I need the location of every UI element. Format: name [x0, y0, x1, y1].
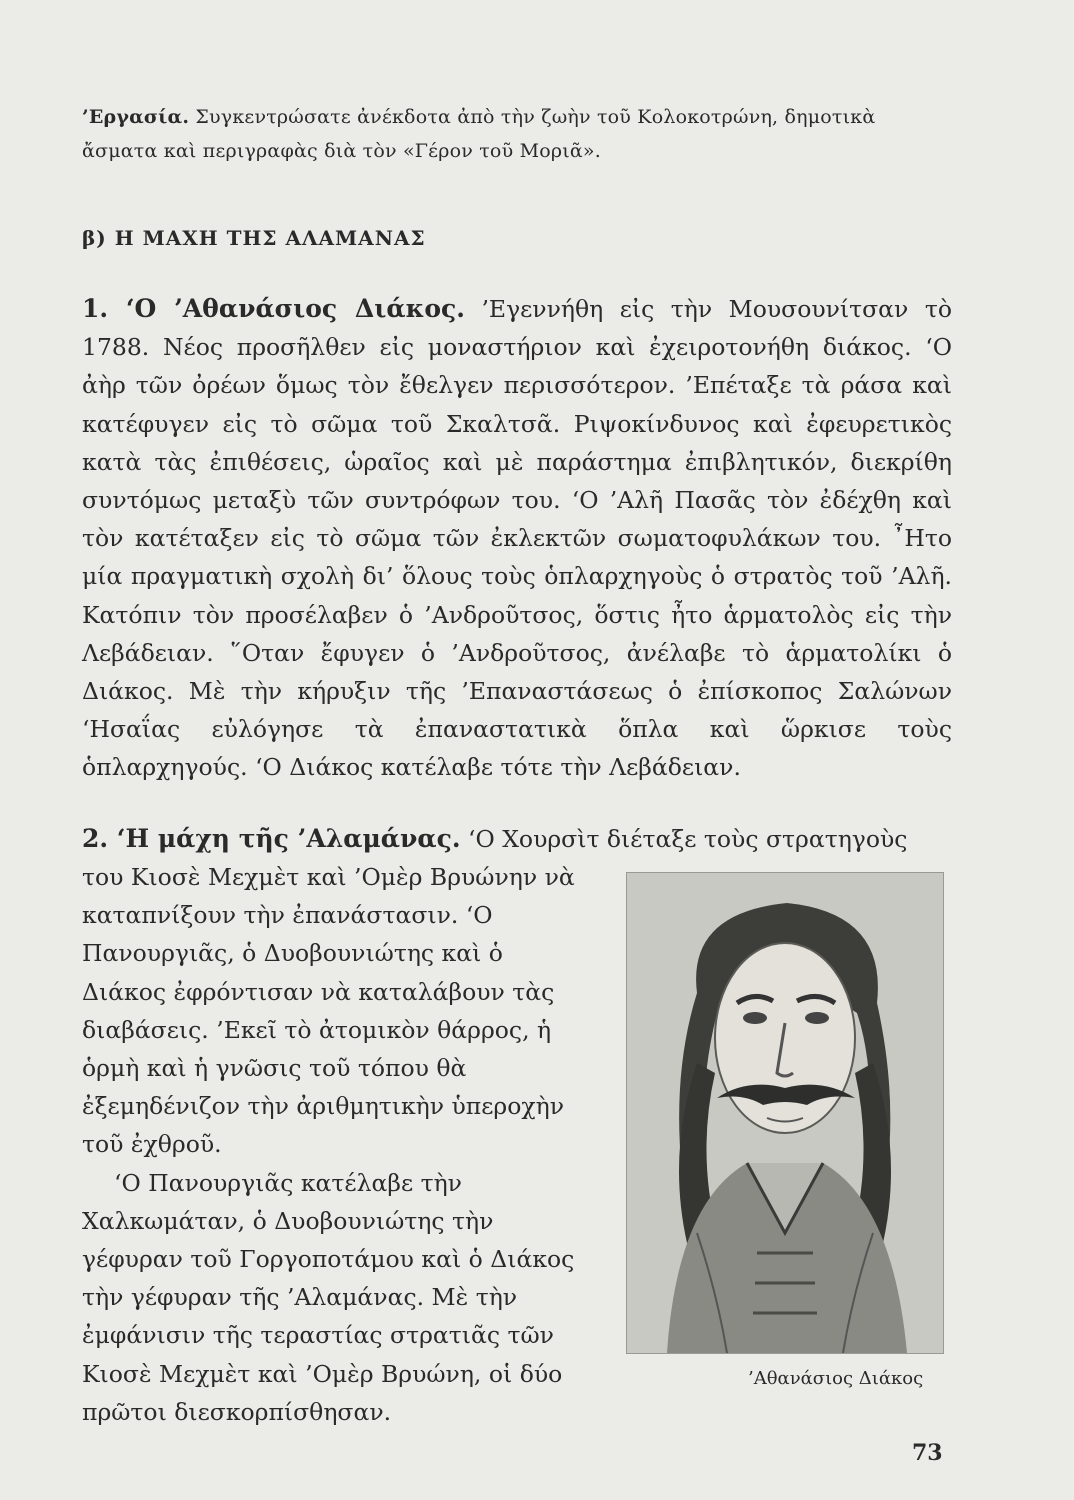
portrait-illustration — [627, 873, 943, 1353]
column-paragraph-1: του Κιοσὲ Μεχμὲτ καὶ ’Ομὲρ Βρυώνην νὰ καταπνίξουν τὴν ἐπανάστασιν. ‘Ο Πανουργιᾶς, ὁ Δυοβουνιώτης καὶ ὁ Διάκος ἐφρόντισαν νὰ καταλάβουν τὰς διαβάσεις. ’Εκεῖ τὸ ἀτομικὸν θάρρος, ἡ ὁρμὴ καὶ ἡ γνῶσις τοῦ τόπου θὰ ἐξεμηδένιζον τὴν ἀριθμητικὴν ὑπεροχὴν τοῦ ἐχθροῦ. — [82, 863, 575, 1159]
text-column — [82, 858, 592, 1431]
portrait-image — [626, 872, 944, 1354]
paragraph-heading: 1. ‘Ο ’Αθανάσιος Διάκος. — [82, 294, 465, 323]
exercise-label: ’Εργασία. — [82, 106, 190, 128]
section-title: β) Η ΜΑΧΗ ΤΗΣ ΑΛΑΜΑΝΑΣ — [82, 226, 426, 250]
column-paragraph-2: ‘Ο Πανουργιᾶς κατέλαβε τὴν Χαλκωμάταν, ὁ Δυοβουνιώτης τὴν γέφυραν τοῦ Γοργοποτάμου καὶ ὁ Διάκος τὴν γέφυραν τῆς ’Αλαμάνας. Μὲ τὴν ἐμφάνισιν τῆς τεραστίας στρατιᾶς τῶν Κιοσὲ Μεχμὲτ καὶ ’Ομὲρ Βρυώνη, οἱ δύο πρῶτοι διεσκορπίσθησαν. — [82, 1168, 575, 1426]
exercise-note — [82, 100, 952, 168]
paragraph-text: ‘Ο Χουρσὶτ διέταξε τοὺς στρατηγοὺς — [460, 825, 908, 853]
portrait-caption: ’Αθανάσιος Διάκος — [748, 1368, 924, 1389]
paragraph-athanasios-diakos — [82, 290, 952, 787]
exercise-text: Συγκεντρώσατε ἀνέκδοτα ἀπὸ τὴν ζωὴν τοῦ Κολοκοτρώνη, δημοτικὰ ἄσματα καὶ περιγραφὰς διὰ τὸν «Γέρον τοῦ Μοριᾶ». — [82, 106, 876, 162]
page-number: 73 — [912, 1440, 943, 1466]
paragraph-text: ’Εγεννήθη εἰς τὴν Μουσουνίτσαν τὸ 1788. Νέος προσῆλθεν εἰς μοναστήριον καὶ ἐχειροτονήθη διάκος. ‘Ο ἀὴρ τῶν ὀρέων ὅμως τὸν ἔθελγεν περισσότερον. ’Επέταξε τὰ ράσα καὶ κατέφυγεν εἰς τὸ σῶμα τοῦ Σκαλτσᾶ. Ριψοκίνδυνος καὶ ἐφευρετικὸς κατὰ τὰς ἐπιθέσεις, ὡραῖος καὶ μὲ παράστημα ἐπιβλητικόν, διεκρίθη συντόμως μεταξὺ τῶν συντρόφων του. ‘Ο ’Αλῆ Πασᾶς τὸν ἐδέχθη καὶ τὸν κατέταξεν εἰς τὸ σῶμα τῶν ἐκλεκτῶν σωματοφυλάκων του. ῏Ητο μία πραγματικὴ σχολὴ δι’ ὅλους τοὺς ὁπλαρχηγοὺς ὁ στρατὸς τοῦ ’Αλῆ. Κατόπιν τὸν προσέλαβεν ὁ ’Ανδροῦτσος, ὅστις ἦτο ἁρματολὸς εἰς τὴν Λεβάδειαν. ῞Οταν ἔφυγεν ὁ ’Ανδροῦτσος, ἀνέλαβε τὸ ἁρματολίκι ὁ Διάκος. Μὲ τὴν κήρυξιν τῆς ’Επαναστάσεως ὁ ἐπίσκοπος Σαλώνων ‘Ησαΐας εὐλόγησε τὰ ἐπαναστατικὰ ὅπλα καὶ ὥρκισε τοὺς ὁπλαρχηγούς. ‘Ο Διάκος κατέλαβε τότε τὴν Λεβάδειαν. — [82, 295, 952, 782]
paragraph-heading: 2. ‘Η μάχη τῆς ’Αλαμάνας. — [82, 824, 461, 853]
paragraph-battle-heading-line — [82, 820, 952, 858]
